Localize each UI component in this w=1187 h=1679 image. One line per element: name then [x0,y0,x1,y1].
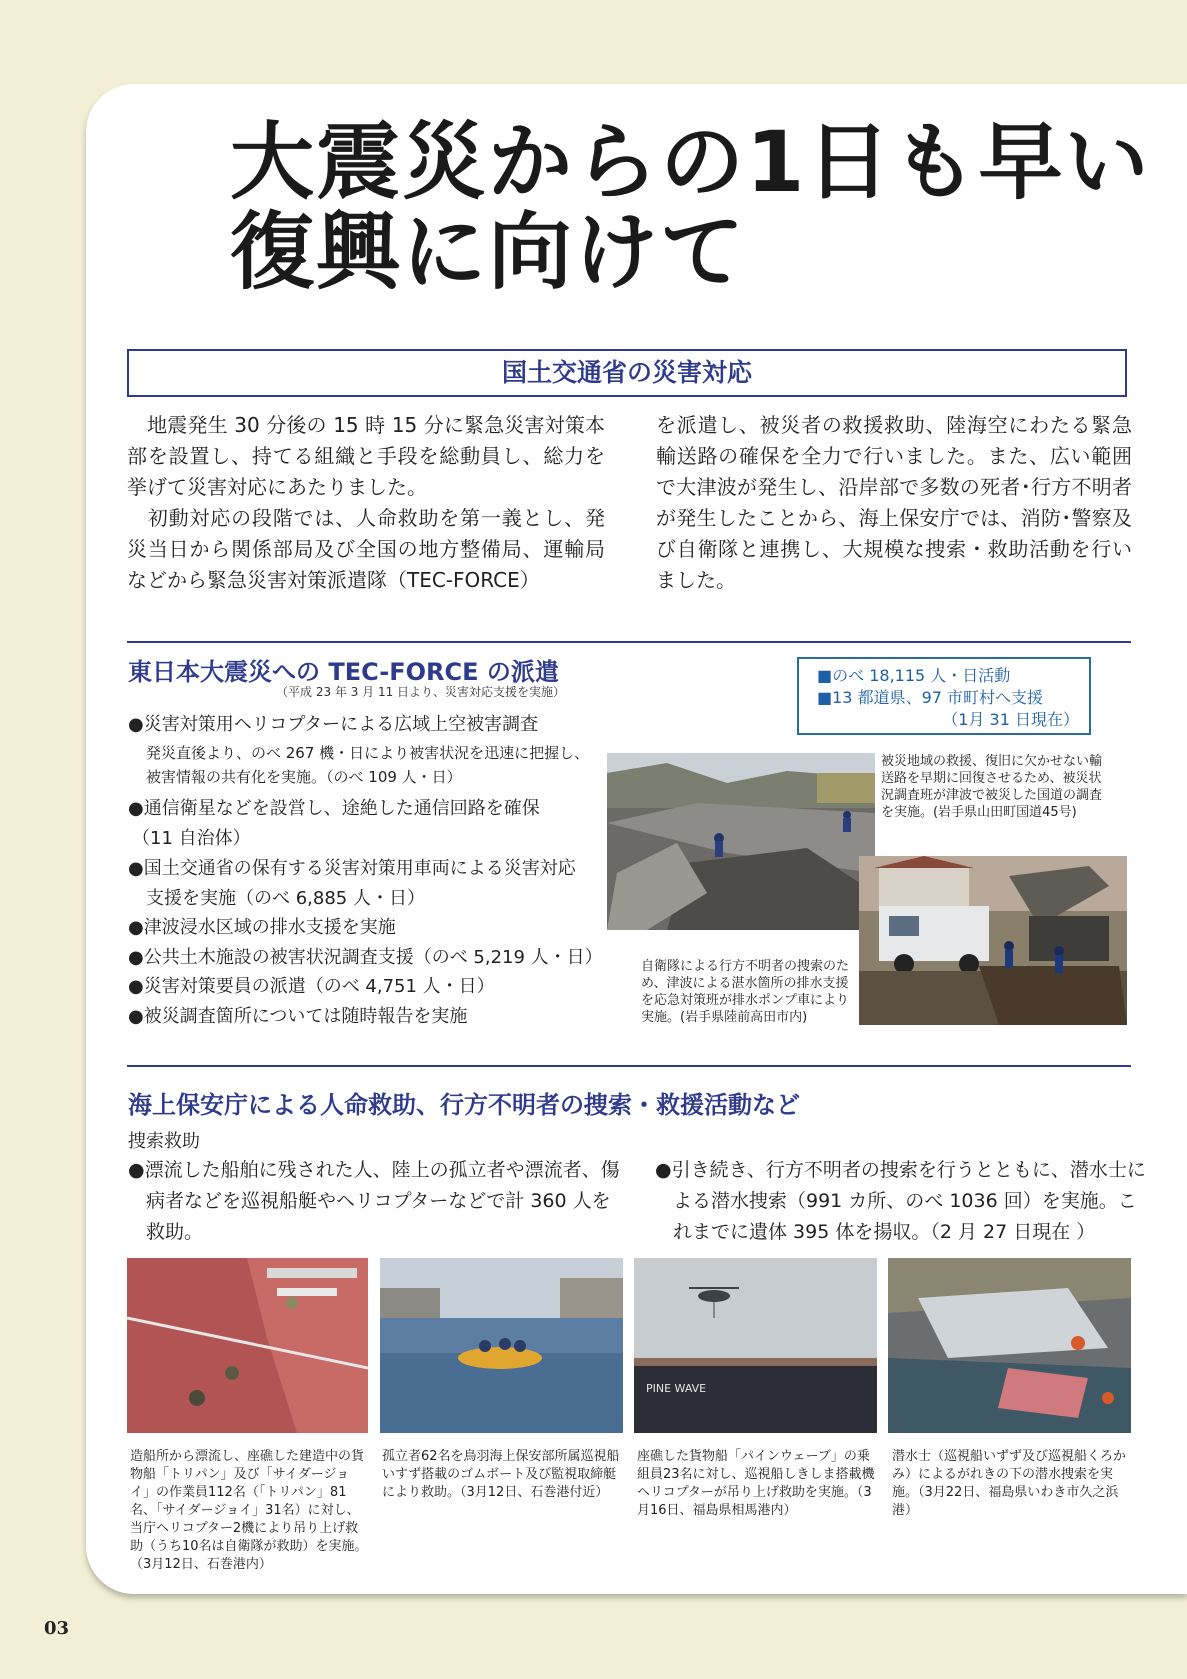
ship-name-label: PINE WAVE [646,1382,707,1395]
page-title-line-2: 復興に向けて [230,203,747,301]
photo-pump-truck [859,856,1127,1025]
tecforce-bullet-helicopter-detail-2: 被害情報の共有化を実施。（のべ 109 人・日） [146,768,462,786]
intro-right-column [656,410,1132,596]
tecforce-bullet-reporting: ●被災調査箇所については随時報告を実施 [128,1006,468,1027]
photo-ship-deck-rescue-caption: 造船所から漂流し、座礁した建造中の貨物船「トリパン」及び「サイダージョイ」の作業員112名（「トリパン」81名、「サイダージョイ」31名）に対し、当庁ヘリコプター2機により吊り上げ救助（うち10名は自衛隊が救助）を実施。（3月12日、石巻港内） [130,1449,368,1572]
tecforce-bullet-helicopter: ●災害対策用ヘリコプターによる広域上空被害調査 [128,714,539,735]
tecforce-bullet-personnel: ●災害対策要員の派遣（のべ 4,751 人・日） [128,976,495,997]
intro-paragraph-1: 地震発生 30 分後の 15 時 15 分に緊急災害対策本部を設置し、持てる組織と手段を総動員し、総力を挙げて災害対応にあたりました。 [127,413,605,499]
photo-rubber-boat-rescue [380,1258,623,1433]
intro-paragraph-3: を派遣し、被災者の救援救助、陸海空にわたる緊急輸送路の確保を全力で行いました。また、広い範囲で大津波が発生し、沿岸部で多数の死者･行方不明者が発生したことから、海上保安庁では、消防･警察及び自衛隊と連携し、大規模な捜索・救助活動を行いました。 [656,413,1132,592]
photo-diver-search-caption: 潜水士（巡視船いずず及び巡視船くろかみ）によるがれきの下の潜水捜索を実施。（3月22日、福島県いわき市久之浜港） [892,1449,1127,1518]
photo-rubber-boat-rescue-caption: 孤立者62名を鳥羽海上保安部所属巡視船いすず搭載のゴムボート及び監視取締艇により救助。（3月12日、石巻港付近） [382,1449,620,1500]
tecforce-bullet-public-works: ●公共土木施設の被害状況調査支援（のべ 5,219 人・日） [128,947,603,968]
photo-cargo-ship-helicopter-caption: 座礁した貨物船「パインウェーブ」の乗組員23名に対し、巡視船しきしま搭載機ヘリコプターが吊り上げ救助を実施。（3月16日、福島県相馬港内） [637,1449,875,1518]
section-heading-coast-guard: 海上保安庁による人命救助、行方不明者の捜索・救援活動など [128,1091,800,1119]
tecforce-stats-box [797,657,1091,735]
photo-diver-search [888,1258,1131,1433]
rescue-bullet-right: ●引き続き、行方不明者の捜索を行うとともに、潜水士による潜水捜索（991 カ所、のべ 1036 回）を実施。これまでに遺体 395 体を揚収。（2 月 27 日現在 ） [655,1159,1146,1243]
page-number: 03 [44,1618,70,1639]
photo-road-survey [607,753,875,930]
section-heading-tecforce: 東日本大震災への TEC-FORCE の派遣 [128,658,559,686]
page-title-line-1: 大震災からの1日も早い [230,113,1151,211]
section-divider-1 [127,641,1131,643]
tecforce-bullet-drainage: ●津波浸水区域の排水支援を実施 [128,917,396,938]
search-rescue-subheading: 捜索救助 [128,1131,200,1152]
rescue-bullet-left: ●漂流した船舶に残された人、陸上の孤立者や漂流者、傷病者などを巡視船艇やヘリコプターなどで計 360 人を救助。 [128,1159,620,1243]
tecforce-bullet-satellite: ●通信衛星などを設営し、途絶した通信回路を確保 [128,798,540,819]
section-heading-mlit: 国土交通省の災害対応 [127,349,1127,397]
tecforce-date-note: （平成 23 年 3 月 11 日より、災害対応支援を実施） [276,685,566,699]
tecforce-bullet-helicopter-detail-1: 発災直後より、のべ 267 機・日により被害状況を迅速に把握し、 [146,744,590,762]
stat-person-days: ■のべ 18,115 人・日活動 [817,666,1011,685]
photo-cargo-ship-helicopter [634,1258,877,1433]
photo-pump-truck-caption: 自衛隊による行方不明者の捜索のため、津波による湛水箇所の排水支援を応急対策班が排水ポンプ車により実施。(岩手県陸前高田市内) [641,959,850,1025]
intro-left-column [127,410,605,596]
section-divider-2 [127,1065,1131,1067]
intro-paragraph-2: 初動対応の段階では、人命救助を第一義とし、発災当日から関係部局及び全国の地方整備局、運輸局などから緊急災害対策派遣隊（TEC-FORCE） [127,506,605,592]
stat-municipalities: ■13 都道県、97 市町村へ支援 [817,688,1044,707]
photo-ship-deck-rescue [127,1258,368,1433]
tecforce-bullet-vehicles: ●国土交通省の保有する災害対策用車両による災害対応 [128,858,576,879]
tecforce-bullet-vehicles-detail: 支援を実施（のべ 6,885 人・日） [146,888,425,909]
stat-as-of-date: （1月 31 日現在） [942,710,1079,729]
photo-road-survey-caption: 被災地域の救援、復旧に欠かせない輸送路を早期に回復させるため、被災状況調査班が津波で被災した国道の調査を実施。(岩手県山田町国道45号) [881,754,1103,820]
tecforce-bullet-satellite-detail: （11 自治体） [132,828,251,849]
